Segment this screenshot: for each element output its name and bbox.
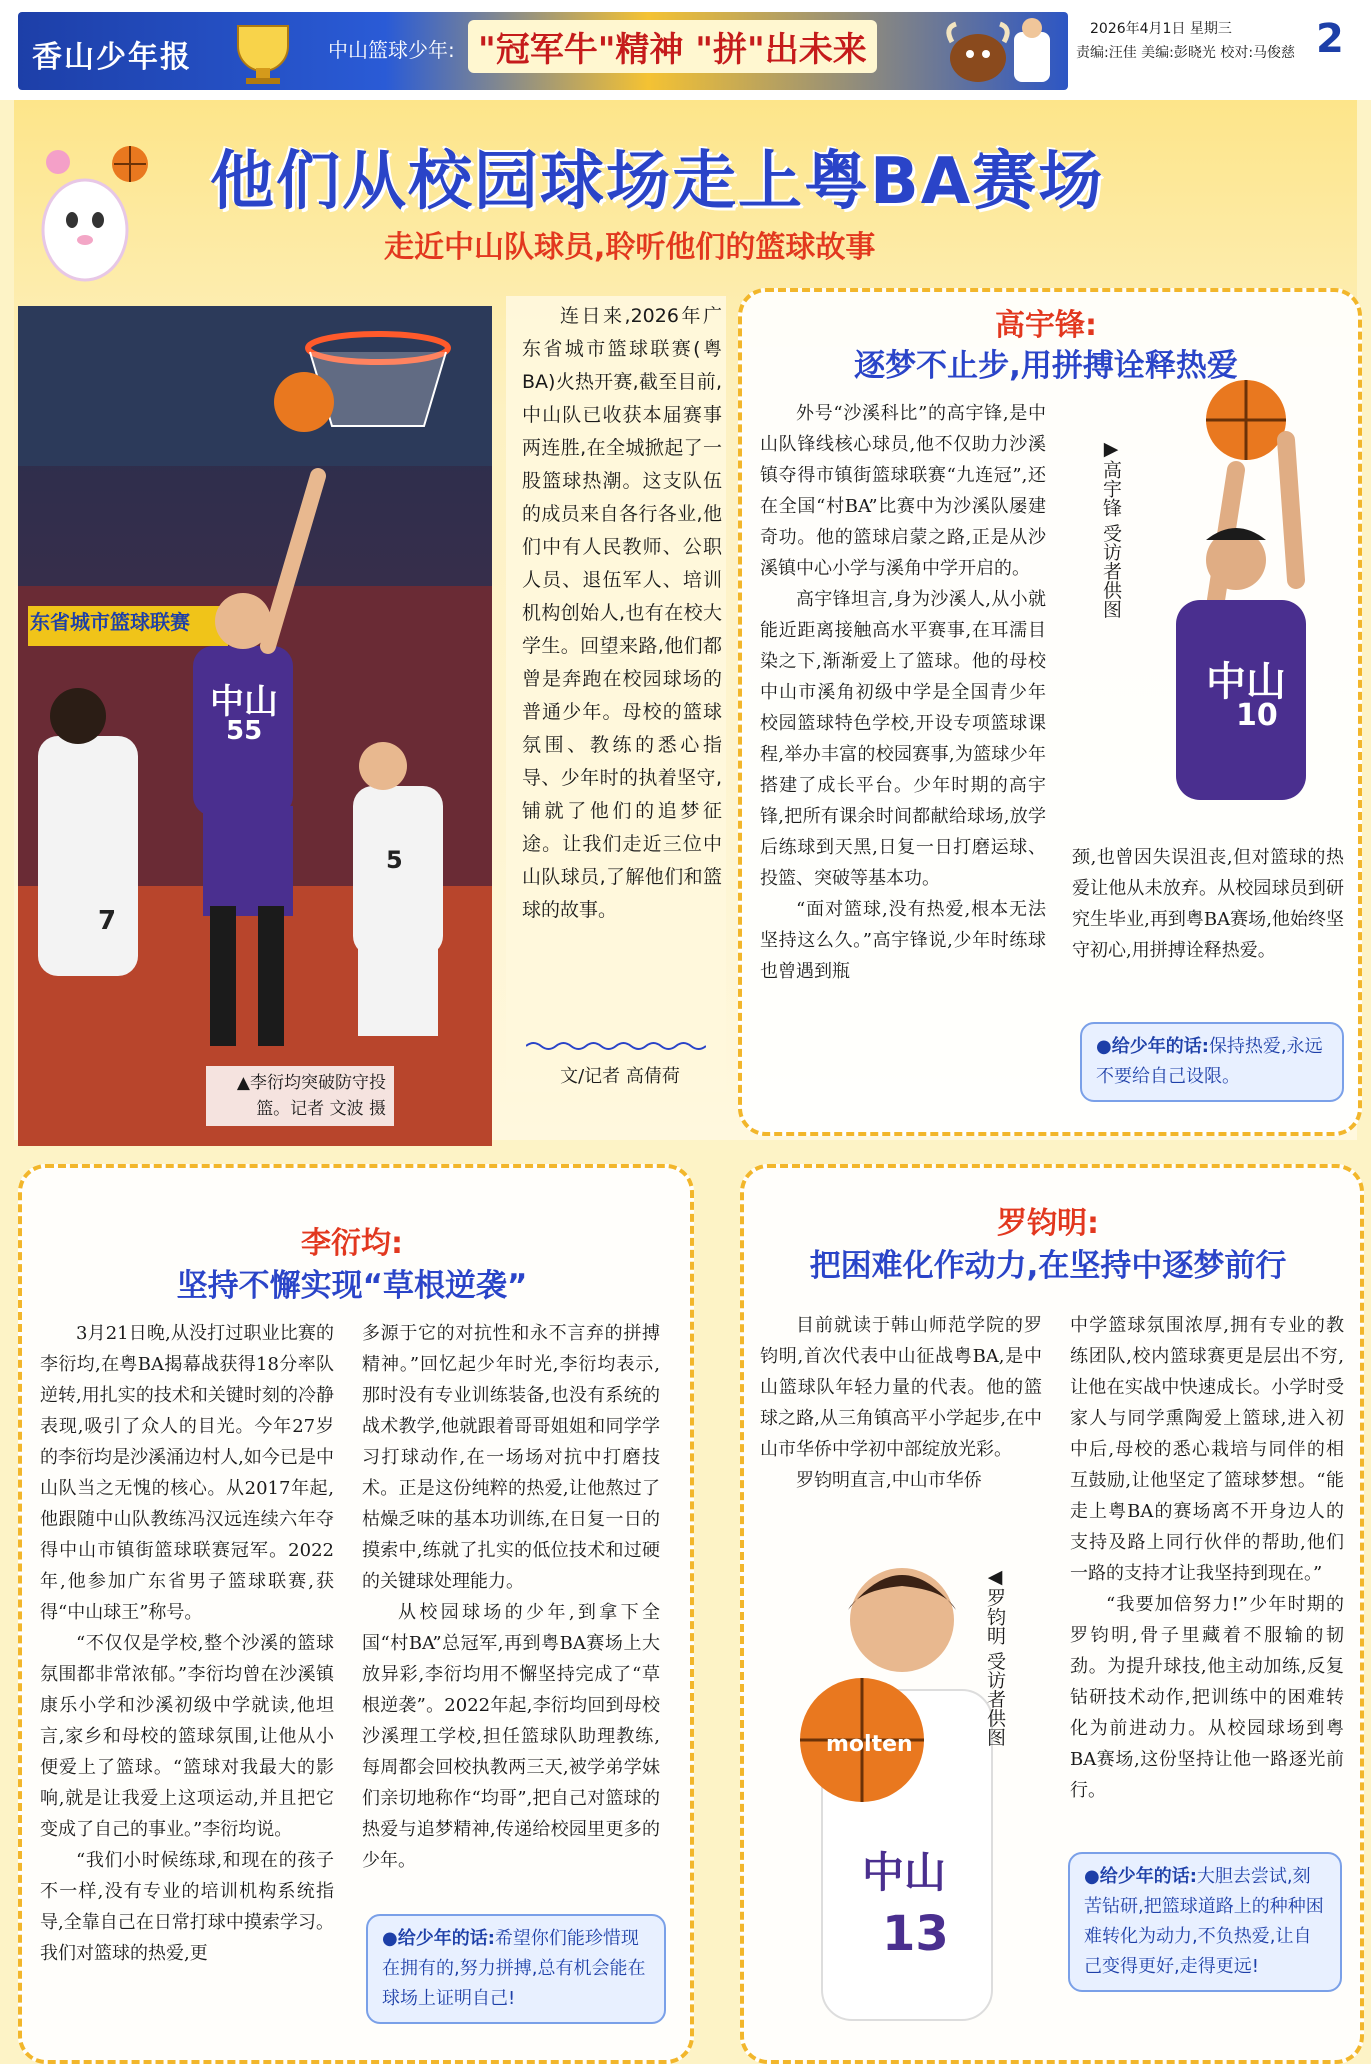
jersey-number: 13 [882,1906,949,1962]
bull-mascot-icon [938,18,1058,88]
li-name: 李衍均: [301,1226,403,1261]
gao-headline: 逐梦不止步,用拼搏诠释热爱 [854,348,1238,384]
intro-paragraph: 连日来,2026年广东省城市篮球联赛(粤BA)火热开赛,截至目前,中山队已收获本届赛事两连胜,在全城掀起了一股篮球热潮。这支队伍的成员来自各行各业,他们中有人民教师、公职人员、退伍军人、培训机构创始人,也有在校大学生。回望来路,他们都曾是奔跑在校园球场的普通少年。母校的篮球氛围、教练的悉心指导、少年时的执着坚守,铺就了他们的追梦征途。让我们走近三位中山队球员,了解他们和篮球的故事。 [522,305,722,921]
advice-text: 希望你们能珍惜现在拥有的,努力拼搏,总有机会能在球场上证明自己! [382,1928,646,2009]
li-paragraph: “我们小时候练球,和现在的孩子不一样,没有专业的培训机构系统指导,全靠自己在日常打球中摸索学习。我们对篮球的热爱,更 [40,1850,334,1964]
photo-caption: ▲李衍均突破防守投篮。记者 文波 摄 [206,1066,394,1126]
jersey-text: 中山 [1206,659,1286,705]
byline: 文/记者 高倩荷 [560,1066,680,1087]
luo-column-1 [760,1310,1042,1496]
li-advice-box [366,1914,666,2024]
jersey-number: 10 [1236,698,1278,733]
li-paragraph: 3月21日晚,从没打过职业比赛的李衍均,在粤BA揭幕战获得18分率队逆转,用扎实的技术和关键时刻的冷静表现,吸引了众人的目光。今年27岁的李衍均是沙溪涌边村人,如今已是中山队当之无愧的核心。从2017年起,他跟随中山队教练冯汉远连续六年夺得中山市镇街篮球联赛冠军。2022年,他参加广东省男子篮球联赛,获得“中山球王”称号。 [40,1323,334,1623]
ball-brand: molten [826,1732,913,1757]
game-action-photo [18,306,492,1146]
page-subtitle: 走近中山队球员,聆听他们的篮球故事 [384,230,876,265]
editor-credits: 责编:汪佳 美编:彭晓光 校对:马俊慈 [1076,45,1296,61]
luo-headline: 把困难化作动力,在坚持中逐梦前行 [809,1248,1287,1284]
luo-photo-caption: ◀罗钧明 受访者供图 [984,1566,1006,1747]
jersey-text: 中山 [210,682,278,722]
gao-paragraph: 高宇锋坦言,身为沙溪人,从小就能近距离接触高水平赛事,在耳濡目染之下,渐渐爱上了篮球。他的母校中山市溪角初级中学是全国青少年校园篮球特色学校,开设专项篮球课程,举办丰富的校园赛事,为篮球少年搭建了成长平台。少年时期的高宇锋,把所有课余时间都献给球场,放学后练球到天黑,日复一日打磨运球、投篮、突破等基本功。 [760,589,1046,889]
advice-text: 保持热爱,永远不要给自己设限。 [1096,1036,1323,1087]
li-paragraph: 从校园球场的少年,到拿下全国“村BA”总冠军,再到粤BA赛场上大放异彩,李衍均用不懈坚持完成了“草根逆袭”。2022年起,李衍均回到母校沙溪理工学校,担任篮球队助理教练,每周都会回校执教两三天,被学弟学妹们亲切地称作“均哥”,把自己对篮球的热爱与追梦精神,传递给校园里更多的少年。 [362,1602,660,1871]
advice-text: 大胆去尝试,刻苦钻研,把篮球道路上的种种困难转化为动力,不负热爱,让自己变得更好,走得更远! [1084,1866,1324,1977]
jersey-number: 5 [386,846,403,874]
jersey-number: 55 [226,716,263,746]
arena-banner: 东省城市篮球联赛 [30,610,190,634]
li-headline: 坚持不懈实现“草根逆袭” [176,1268,528,1304]
jersey-number: 7 [98,906,117,936]
header-banner [18,12,1068,90]
gao-name: 高宇锋: [995,308,1097,343]
gao-photo-caption: ▶高宇锋 受访者供图 [1100,438,1122,619]
trophy-icon [218,16,308,86]
luo-paragraph: 罗钧明直言,中山市华侨 [796,1470,982,1491]
luo-paragraph: 目前就读于韩山师范学院的罗钧明,首次代表中山征战粤BA,是中山篮球队年轻力量的代表。他的篮球之路,从三角镇高平小学起步,在中山市华侨中学初中部绽放光彩。 [760,1315,1042,1460]
li-column-1 [40,1318,334,1969]
gao-column-1 [760,398,1046,987]
gao-paragraph: 外号“沙溪科比”的高宇锋,是中山队锋线核心球员,他不仅助力沙溪镇夺得市镇街篮球联赛“九连冠”,还在全国“村BA”比赛中为沙溪队屡建奇功。他的篮球启蒙之路,正是从沙溪镇中心小学与溪角中学开启的。 [760,403,1046,579]
mascot-icon [30,140,150,300]
intro-text [522,300,722,927]
banner-subtitle: 中山篮球少年: [328,38,455,62]
luo-paragraph: 中学篮球氛围浓厚,拥有专业的教练团队,校内篮球赛更是层出不穷,让他在实战中快速成长。小学时受家人与同学熏陶爱上篮球,进入初中后,母校的悉心栽培与同伴的相互鼓励,让他坚定了篮球梦想。“能走上粤BA的赛场离不开身边人的支持及路上同行伙伴的帮助,他们一路的支持才让我坚持到现在。” [1070,1315,1344,1584]
page-number: 2 [1316,16,1344,62]
gao-paragraph: 颈,也曾因失误沮丧,但对篮球的热爱让他从未放弃。从校园球员到研究生毕业,再到粤BA赛场,他始终坚守初心,用拼搏诠释热爱。 [1072,847,1344,961]
li-column-2 [362,1318,660,1876]
advice-label: ●给少年的话: [382,1928,495,1949]
gao-column-2 [1072,842,1344,966]
luo-column-2 [1070,1310,1344,1806]
banner-title: "冠军牛"精神 "拼"出未来 [468,20,877,73]
gao-advice-box [1080,1022,1344,1102]
masthead: 香山少年报 [32,40,192,75]
issue-date: 2026年4月1日 星期三 [1090,21,1232,37]
gao-paragraph: “面对篮球,没有热爱,根本无法坚持这么久。”高宇锋说,少年时练球也曾遇到瓶 [760,899,1046,982]
gao-photo [1086,380,1346,830]
luo-advice-box [1068,1852,1342,1992]
advice-label: ●给少年的话: [1084,1866,1197,1887]
page-title: 他们从校园球场走上粤BA赛场 [210,145,1105,219]
luo-name: 罗钧明: [997,1206,1099,1241]
advice-label: ●给少年的话: [1096,1036,1209,1057]
wave-divider [526,1040,706,1052]
jersey-text: 中山 [862,1848,947,1897]
luo-paragraph: “我要加倍努力!”少年时期的罗钧明,骨子里藏着不服输的韧劲。为提升球技,他主动加练,反复钻研技术动作,把训练中的困难转化为前进动力。从校园球场到粤BA赛场,这份坚持让他一路逐光前行。 [1070,1594,1344,1801]
li-paragraph: 多源于它的对抗性和永不言弃的拼搏精神。”回忆起少年时光,李衍均表示,那时没有专业训练装备,也没有系统的战术教学,他就跟着哥哥姐姐和同学学习打球动作,在一场场对抗中打磨技术。正是这份纯粹的热爱,让他熬过了枯燥乏味的基本功训练,在日复一日的摸索中,练就了扎实的低位技术和过硬的关键球处理能力。 [362,1323,660,1592]
li-paragraph: “不仅仅是学校,整个沙溪的篮球氛围都非常浓郁。”李衍均曾在沙溪镇康乐小学和沙溪初级中学就读,他坦言,家乡和母校的篮球氛围,让他从小便爱上了篮球。“篮球对我最大的影响,就是让我爱上这项运动,并且把它变成了自己的事业。”李衍均说。 [40,1633,334,1840]
